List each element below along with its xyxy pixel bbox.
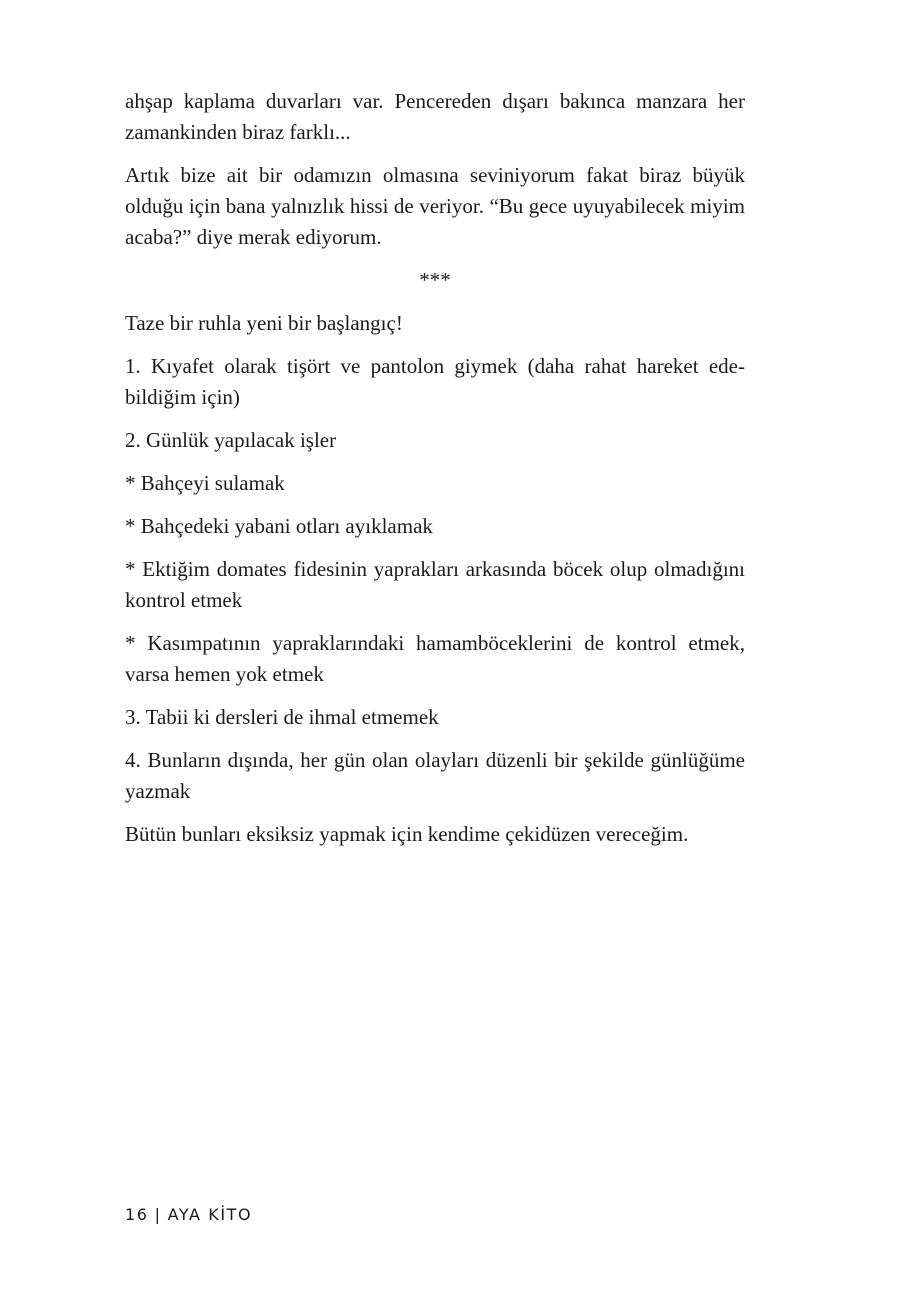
- list-item-2: 2. Günlük yapılacak işler: [125, 428, 337, 452]
- page-footer: [125, 1205, 252, 1224]
- list-item-3: 3. Tabii ki dersleri de ihmal etmemek: [125, 705, 439, 729]
- paragraph-3: Taze bir ruhla yeni bir başlangıç!: [125, 311, 403, 335]
- sub-item-1: * Bahçeyi sulamak: [125, 471, 285, 495]
- sub-item-4: * Kasımpatının yapraklarındaki hamamböceklerini de kontrol etmek, varsa hemen yok etmek: [125, 631, 745, 686]
- closing-paragraph: Bütün bunları eksiksiz yapmak için kendime çekidüzen vereceğim.: [125, 822, 689, 846]
- sub-item-2: * Bahçedeki yabani otları ayıklamak: [125, 514, 433, 538]
- list-item-1: 1. Kıyafet olarak tişört ve pantolon giymek (daha rahat hareket edebildiğim için): [125, 354, 745, 409]
- page-body-text: [125, 86, 745, 862]
- section-separator: ***: [419, 268, 451, 292]
- sub-item-3: * Ektiğim domates fidesinin yaprakları arkasında böcek olup olmadığını kontrol etmek: [125, 557, 745, 612]
- page-number: 16: [125, 1205, 149, 1224]
- author-name: AYA KİTO: [167, 1205, 253, 1224]
- list-item-4: 4. Bunların dışında, her gün olan olayları düzenli bir şekilde günlüğüme yazmak: [125, 748, 745, 803]
- footer-separator: |: [154, 1205, 162, 1224]
- paragraph-1: ahşap kaplama duvarları var. Pencereden dışarı bakınca manzara her zamankinden biraz farklı...: [125, 89, 745, 144]
- paragraph-2: Artık bize ait bir odamızın olmasına seviniyorum fakat biraz büyük olduğu için bana yalnızlık hissi de veriyor. “Bu gece uyuyabilecek miyim acaba?” diye merak ediyorum.: [125, 163, 745, 249]
